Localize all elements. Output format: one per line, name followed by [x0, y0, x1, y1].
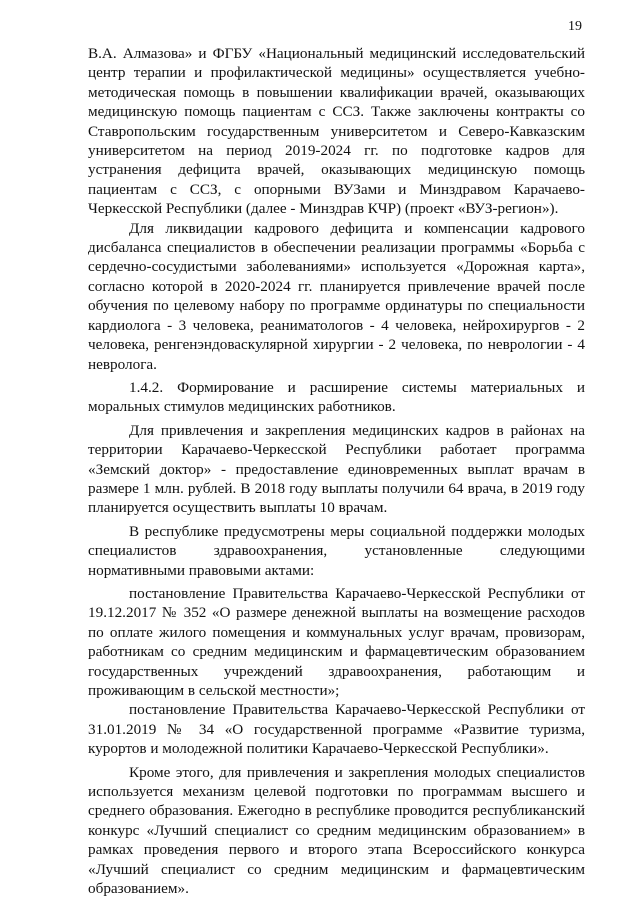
paragraph-zemsky-doctor: Для привлечения и закрепления медицинских кадров в районах на территории Карачаево-Черкесской Республики работает программа «Земский доктор» - предоставление единовременных выплат врачам в размере 1 млн. рублей. В 2018 году выплаты получили 64 врача, в 2019 году планируется осуществить выплаты 10 врачам.	[88, 421, 585, 517]
paragraph-targeted-training: Кроме этого, для привлечения и закрепления молодых специалистов используется механизм целевой подготовки по программам высшего и среднего образования. Ежегодно в республике проводится республиканский конкурс «Лучший специалист со средним медицинским образованием» в рамках проведения первого и второго этапа Всероссийского конкурса «Лучший специалист со средним медицинским и фармацевтическим образованием».	[88, 763, 585, 898]
paragraph-road-map: Для ликвидации кадрового дефицита и компенсации кадрового дисбаланса специалистов в обеспечении реализации программы «Борьба с сердечно-сосудистыми заболеваниями» используется «Дорожная карта», согласно которой в 2020-2024 гг. планируется привлечение врачей после обучения по целевому набору по программе ординатуры по специальности кардиолога - 3 человека, реаниматологов - 4 человека, нейрохирургов - 2 человека, ренгенэндоваскулярной хирургии - 2 человека, по неврологии - 4 невролога.	[88, 219, 585, 373]
document-body	[88, 44, 585, 898]
list-item-resolution-34: постановление Правительства Карачаево-Черкесской Республики от 31.01.2019 № 34 «О государственной программе «Развитие туризма, курортов и молодежной политики Карачаево-Черкесской Республики».	[88, 701, 585, 758]
paragraph-vuz-region: В.А. Алмазова» и ФГБУ «Национальный медицинский исследовательский центр терапии и профилактической медицины» осуществляется учебно-методическая помощь в повышении квалификации врачей, оказывающих медицинскую помощь пациентам с ССЗ. Также заключены контракты со Ставропольским государственным университетом и Северо-Кавказским университетом на период 2019-2024 гг. по подготовке кадров для устранения дефицита врачей, оказывающих медицинскую помощь пациентам с ССЗ, с опорными ВУЗами и Минздравом Карачаево-Черкесской Республики (далее - Минздрав КЧР) (проект «ВУЗ-регион»).	[88, 45, 585, 218]
section-heading-1-4-2: 1.4.2. Формирование и расширение системы материальных и моральных стимулов медицинских работников.	[88, 378, 585, 416]
paragraph-social-support: В республике предусмотрены меры социальной поддержки молодых специалистов здравоохранения, установленные следующими нормативными правовыми актами:	[88, 522, 585, 579]
page-number: 19	[568, 19, 582, 34]
list-item-resolution-352: постановление Правительства Карачаево-Черкесской Республики от 19.12.2017 № 352 «О размере денежной выплаты на возмещение расходов по оплате жилого помещения и коммунальных услуг врачам, провизорам, работникам со средним медицинским и фармацевтическим образованием государственных учреждений здравоохранения, работающим и проживающим в сельской местности»;	[88, 584, 585, 699]
